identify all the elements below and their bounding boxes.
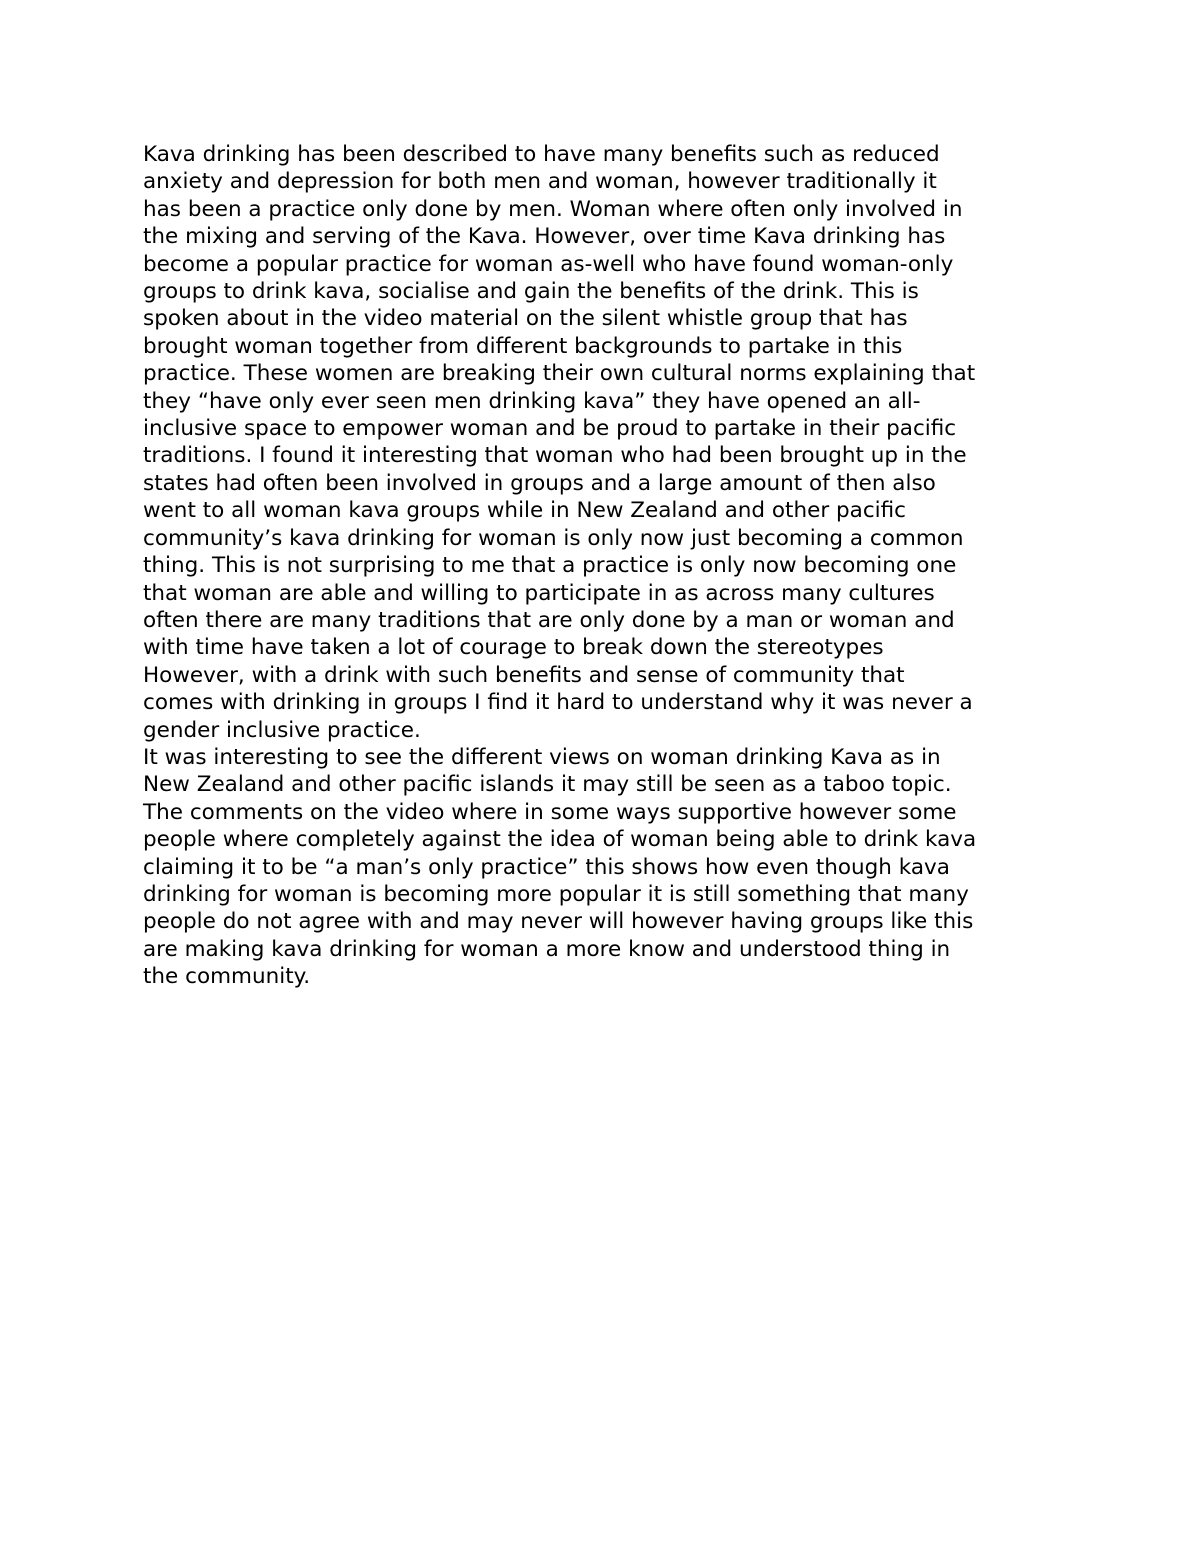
- text-line: become a popular practice for woman as-well who have found woman-only: [143, 251, 954, 277]
- text-line: with time have taken a lot of courage to break down the stereotypes: [143, 635, 884, 661]
- document-body: [143, 141, 1083, 991]
- text-line: the mixing and serving of the Kava. However, over time Kava drinking has: [143, 224, 946, 250]
- text-line: claiming it to be “a man’s only practice” this shows how even though kava: [143, 854, 950, 880]
- text-line: brought woman together from different backgrounds to partake in this: [143, 333, 903, 359]
- text-line: gender inclusive practice.: [143, 717, 421, 743]
- text-line: traditions. I found it interesting that woman who had been brought up in the: [143, 443, 967, 469]
- text-line: New Zealand and other pacific islands it may still be seen as a taboo topic.: [143, 772, 952, 798]
- text-line: they “have only ever seen men drinking kava” they have opened an all-: [143, 388, 921, 414]
- text-line: anxiety and depression for both men and woman, however traditionally it: [143, 169, 937, 195]
- text-line: drinking for woman is becoming more popular it is still something that many: [143, 881, 969, 907]
- text-line: The comments on the video where in some ways supportive however some: [143, 799, 957, 825]
- text-line: people do not agree with and may never will however having groups like this: [143, 909, 974, 935]
- text-line: has been a practice only done by men. Woman where often only involved in: [143, 196, 963, 222]
- paragraph-2: [143, 744, 1083, 991]
- text-line: the community.: [143, 964, 311, 990]
- text-line: practice. These women are breaking their own cultural norms explaining that: [143, 361, 976, 387]
- text-line: spoken about in the video material on the silent whistle group that has: [143, 306, 908, 332]
- text-line: It was interesting to see the different views on woman drinking Kava as in: [143, 744, 941, 770]
- text-line: comes with drinking in groups I find it hard to understand why it was never a: [143, 690, 973, 716]
- text-line: groups to drink kava, socialise and gain the benefits of the drink. This is: [143, 279, 919, 305]
- text-line: often there are many traditions that are only done by a man or woman and: [143, 607, 955, 633]
- text-line: However, with a drink with such benefits and sense of community that: [143, 662, 905, 688]
- text-line: are making kava drinking for woman a more know and understood thing in: [143, 936, 951, 962]
- text-line: thing. This is not surprising to me that a practice is only now becoming one: [143, 553, 957, 579]
- text-line: Kava drinking has been described to have many benefits such as reduced: [143, 142, 940, 167]
- text-line: states had often been involved in groups and a large amount of then also: [143, 470, 936, 496]
- text-line: people where completely against the idea of woman being able to drink kava: [143, 827, 977, 853]
- text-line: inclusive space to empower woman and be proud to partake in their pacific: [143, 416, 957, 442]
- paragraph-1: [143, 141, 1083, 744]
- text-line: went to all woman kava groups while in New Zealand and other pacific: [143, 498, 906, 524]
- text-line: that woman are able and willing to participate in as across many cultures: [143, 580, 935, 606]
- text-line: community’s kava drinking for woman is only now just becoming a common: [143, 525, 964, 551]
